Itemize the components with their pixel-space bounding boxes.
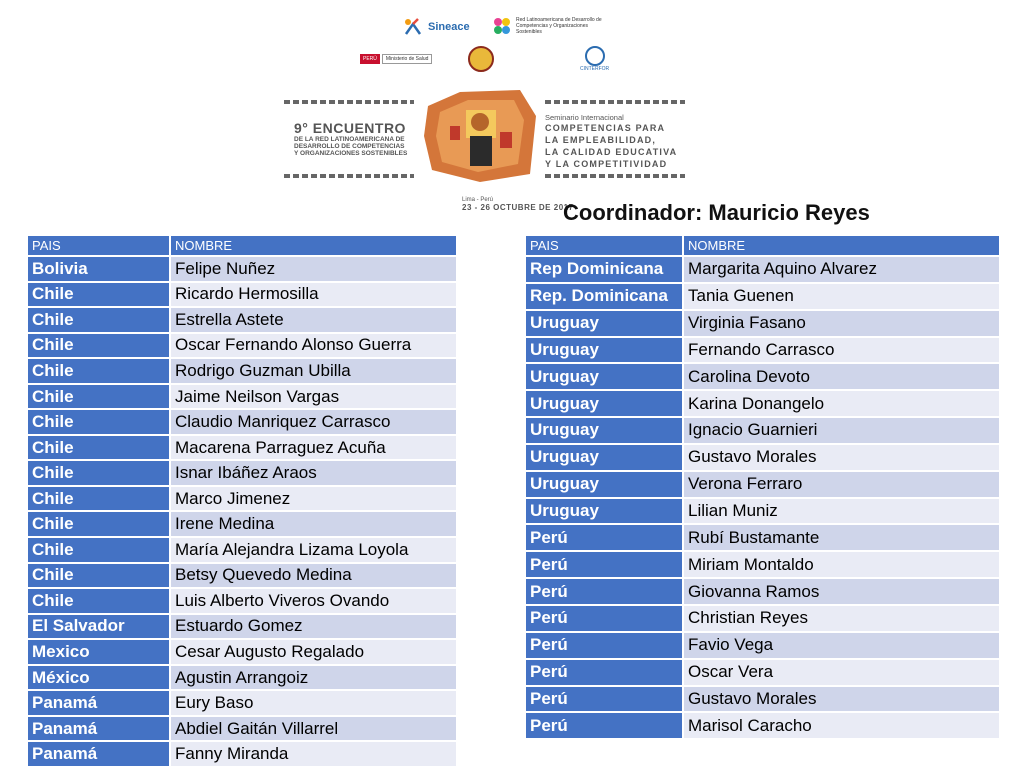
cell-pais: Rep Dominicana [525, 256, 683, 283]
cell-pais: Chile [27, 588, 170, 614]
cell-pais: Chile [27, 486, 170, 512]
table-row [525, 390, 1000, 417]
cell-pais: Uruguay [525, 337, 683, 364]
cell-nombre: Ignacio Guarnieri [683, 417, 1000, 444]
cell-nombre: Favio Vega [683, 632, 1000, 659]
table-row [27, 486, 457, 512]
event-place [462, 197, 574, 212]
cell-nombre: Christian Reyes [683, 605, 1000, 632]
table-row [27, 358, 457, 384]
table-row [27, 460, 457, 486]
table-row [27, 256, 457, 282]
cell-pais: Chile [27, 307, 170, 333]
sineace-logo [402, 16, 470, 38]
event-sub-line: DESARROLLO DE COMPETENCIAS [294, 143, 405, 150]
column-header-pais: PAIS [525, 235, 683, 256]
cell-pais: Perú [525, 578, 683, 605]
participants-table-left [26, 234, 458, 768]
cell-nombre: Claudio Manriquez Carrasco [170, 409, 457, 435]
cell-pais: Uruguay [525, 498, 683, 525]
cell-nombre: Irene Medina [170, 511, 457, 537]
cell-pais: Chile [27, 563, 170, 589]
table-row [27, 614, 457, 640]
table-row [525, 632, 1000, 659]
cell-nombre: Verona Ferraro [683, 471, 1000, 498]
cell-nombre: Marisol Caracho [683, 712, 1000, 739]
table-row [525, 659, 1000, 686]
table-row [27, 716, 457, 742]
cell-pais: Perú [525, 632, 683, 659]
cell-nombre: Felipe Nuñez [170, 256, 457, 282]
banner-divider [545, 100, 685, 104]
cell-pais: Chile [27, 511, 170, 537]
table-row [27, 282, 457, 308]
cell-nombre: Tania Guenen [683, 283, 1000, 310]
cell-pais: Uruguay [525, 417, 683, 444]
table-row [525, 686, 1000, 713]
event-banner [262, 8, 712, 223]
table-row [525, 310, 1000, 337]
event-title-block [294, 120, 407, 157]
peru-flag-label: PERÚ [360, 54, 380, 64]
seminar-block [545, 113, 677, 170]
cell-pais: Chile [27, 384, 170, 410]
cell-nombre: Fernando Carrasco [683, 337, 1000, 364]
cell-nombre: María Alejandra Lizama Loyola [170, 537, 457, 563]
table-row [27, 409, 457, 435]
cinterfor-logo [580, 46, 609, 72]
table-header-row [525, 235, 1000, 256]
cell-nombre: Isnar Ibáñez Araos [170, 460, 457, 486]
cell-nombre: Betsy Quevedo Medina [170, 563, 457, 589]
cell-pais: Chile [27, 409, 170, 435]
cell-nombre: Macarena Parraguez Acuña [170, 435, 457, 461]
table-row [27, 384, 457, 410]
emblem-icon [468, 46, 494, 72]
table-header-row [27, 235, 457, 256]
table-row [525, 578, 1000, 605]
table-row [27, 690, 457, 716]
cell-nombre: Agustin Arrangoiz [170, 665, 457, 691]
table-row [525, 363, 1000, 390]
table-row [27, 511, 457, 537]
cell-nombre: Lilian Muniz [683, 498, 1000, 525]
participants-table-right [524, 234, 1001, 740]
cell-nombre: Estrella Astete [170, 307, 457, 333]
cell-pais: Panamá [27, 741, 170, 767]
event-sub-line: DE LA RED LATINOAMERICANA DE [294, 136, 405, 143]
seminar-line: LA EMPLEABILIDAD, [545, 135, 657, 145]
cell-pais: Perú [525, 712, 683, 739]
seminar-line: Y LA COMPETITIVIDAD [545, 159, 668, 169]
cell-pais: Chile [27, 537, 170, 563]
table-row [27, 639, 457, 665]
cell-pais: Uruguay [525, 310, 683, 337]
cell-pais: Perú [525, 524, 683, 551]
cell-pais: Perú [525, 605, 683, 632]
banner-divider [284, 100, 414, 104]
globe-icon [585, 46, 605, 66]
cell-pais: Rep. Dominicana [525, 283, 683, 310]
cell-nombre: Miriam Montaldo [683, 551, 1000, 578]
cell-pais: Uruguay [525, 363, 683, 390]
cell-nombre: Gustavo Morales [683, 686, 1000, 713]
table-body [27, 256, 457, 767]
sineace-icon [402, 16, 424, 38]
cell-nombre: Abdiel Gaitán Villarrel [170, 716, 457, 742]
cell-nombre: Oscar Vera [683, 659, 1000, 686]
table-row [27, 435, 457, 461]
cell-nombre: Marco Jimenez [170, 486, 457, 512]
cell-pais: Perú [525, 551, 683, 578]
cell-nombre: Cesar Augusto Regalado [170, 639, 457, 665]
cell-pais: Chile [27, 333, 170, 359]
cell-pais: Uruguay [525, 444, 683, 471]
cell-pais: Perú [525, 659, 683, 686]
table-row [525, 712, 1000, 739]
ministerio-label: Ministerio de Salud [382, 54, 433, 64]
cell-pais: Panamá [27, 716, 170, 742]
event-sub-line: Y ORGANIZACIONES SOSTENIBLES [294, 150, 408, 157]
cell-nombre: Rodrigo Guzman Ubilla [170, 358, 457, 384]
cell-pais: El Salvador [27, 614, 170, 640]
cell-pais: Bolivia [27, 256, 170, 282]
cell-nombre: Ricardo Hermosilla [170, 282, 457, 308]
table-row [27, 333, 457, 359]
table-row [525, 444, 1000, 471]
seminar-line: COMPETENCIAS PARA [545, 123, 666, 133]
cell-nombre: Karina Donangelo [683, 390, 1000, 417]
table-row [525, 283, 1000, 310]
cell-pais: Uruguay [525, 390, 683, 417]
cell-nombre: Rubí Bustamante [683, 524, 1000, 551]
cell-pais: Perú [525, 686, 683, 713]
event-illustration [420, 86, 540, 184]
cell-nombre: Virginia Fasano [683, 310, 1000, 337]
cell-pais: Mexico [27, 639, 170, 665]
table-row [525, 524, 1000, 551]
table-row [525, 498, 1000, 525]
table-row [525, 337, 1000, 364]
coordinator-heading: Coordinador: Mauricio Reyes [563, 200, 870, 225]
cell-pais: Chile [27, 282, 170, 308]
seminar-pre: Seminario Internacional [545, 113, 624, 122]
table-row [525, 256, 1000, 283]
table-body [525, 256, 1000, 739]
cell-nombre: Giovanna Ramos [683, 578, 1000, 605]
cell-pais: México [27, 665, 170, 691]
table-row [525, 417, 1000, 444]
cell-nombre: Gustavo Morales [683, 444, 1000, 471]
cinterfor-label: CINTERFOR [580, 66, 610, 72]
cell-pais: Chile [27, 435, 170, 461]
table-row [525, 605, 1000, 632]
ministerio-logo [360, 54, 432, 64]
sineace-text: Sineace [428, 21, 470, 33]
seminar-line: LA CALIDAD EDUCATIVA [545, 147, 678, 157]
table-row [525, 551, 1000, 578]
table-row [27, 563, 457, 589]
table-row [27, 741, 457, 767]
event-title: 9° ENCUENTRO [294, 120, 406, 136]
red-latinoamericana-logo [492, 16, 606, 36]
cell-pais: Uruguay [525, 471, 683, 498]
event-city: Lima - Perú [462, 197, 494, 203]
column-header-nombre: NOMBRE [170, 235, 457, 256]
cell-nombre: Carolina Devoto [683, 363, 1000, 390]
table-row [27, 665, 457, 691]
banner-divider [545, 174, 685, 178]
cell-pais: Chile [27, 358, 170, 384]
cell-pais: Panamá [27, 690, 170, 716]
table-row [27, 307, 457, 333]
banner-divider [284, 174, 414, 178]
cell-nombre: Jaime Neilson Vargas [170, 384, 457, 410]
cell-nombre: Eury Baso [170, 690, 457, 716]
cell-pais: Chile [27, 460, 170, 486]
red-logo-text: Red Latinoamericana de Desarrollo de Competencias y Organizaciones Sostenibles [516, 17, 602, 35]
table-row [525, 471, 1000, 498]
cell-nombre: Oscar Fernando Alonso Guerra [170, 333, 457, 359]
table-row [27, 537, 457, 563]
column-header-pais: PAIS [27, 235, 170, 256]
cell-nombre: Fanny Miranda [170, 741, 457, 767]
cell-nombre: Estuardo Gomez [170, 614, 457, 640]
column-header-nombre: NOMBRE [683, 235, 1000, 256]
table-row [27, 588, 457, 614]
cell-nombre: Margarita Aquino Alvarez [683, 256, 1000, 283]
cell-nombre: Luis Alberto Viveros Ovando [170, 588, 457, 614]
network-icon [492, 16, 512, 36]
event-dates: 23 - 26 OCTUBRE DE 2017 [462, 203, 574, 212]
